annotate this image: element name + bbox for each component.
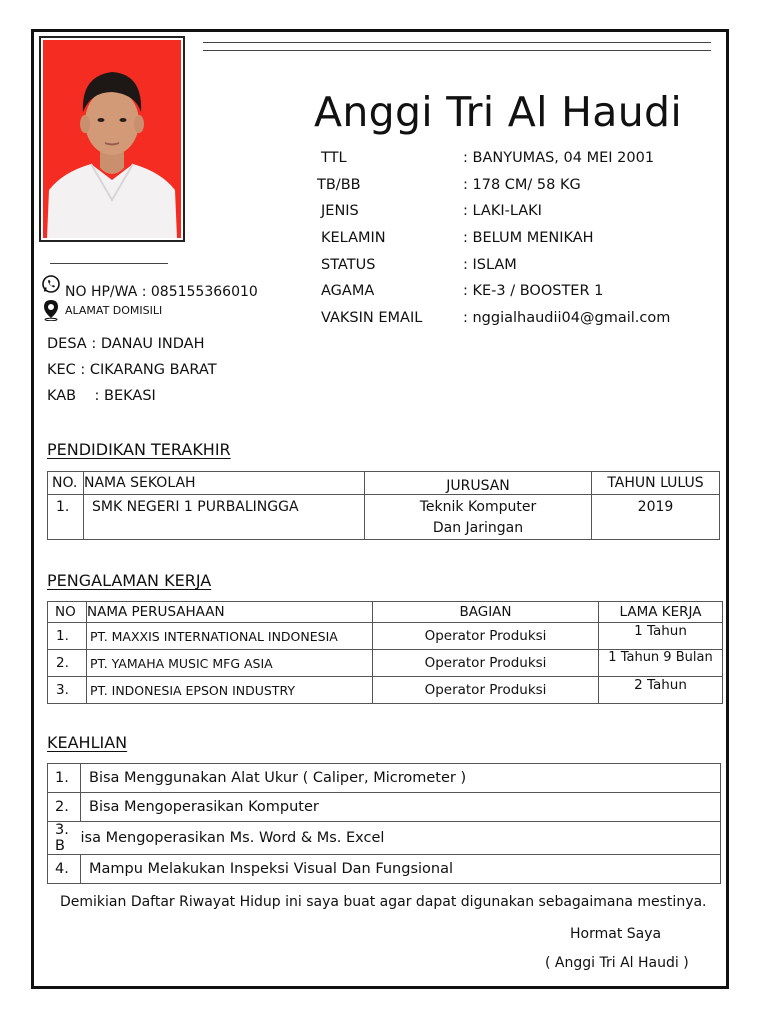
skill-no: 1. <box>48 764 81 793</box>
address-label: ALAMAT DOMISILI <box>65 304 163 317</box>
header-no: NO. <box>48 472 84 495</box>
cell-dept: Operator Produksi <box>373 677 599 704</box>
cell-company: PT. INDONESIA EPSON INDUSTRY <box>87 677 373 704</box>
detail-label-agama: AGAMA <box>321 283 375 299</box>
detail-label-jenis: JENIS <box>321 203 359 219</box>
cell-school: SMK NEGERI 1 PURBALINGGA <box>84 495 365 540</box>
skill-no: 4. <box>48 855 81 884</box>
cell-dept: Operator Produksi <box>373 623 599 650</box>
skill-no: 2. <box>48 793 81 822</box>
major-line-2: Dan Jaringan <box>432 520 524 536</box>
address-desa: DESA : DANAU INDAH <box>47 336 205 352</box>
experience-title: PENGALAMAN KERJA <box>47 571 212 590</box>
detail-value-vaksin-email: : nggialhaudii04@gmail.com <box>463 310 671 326</box>
header-duration: LAMA KERJA <box>599 602 723 623</box>
header-company: NAMA PERUSAHAAN <box>87 602 373 623</box>
skills-table <box>47 763 721 884</box>
list-item <box>48 855 721 884</box>
closing-statement: Demikian Daftar Riwayat Hidup ini saya buat agar dapat digunakan sebagaimana mestinya. <box>60 894 707 910</box>
detail-label-tbbb: TB/BB <box>317 177 361 193</box>
closing-regards: Hormat Saya <box>570 926 662 942</box>
cell-major <box>365 495 592 540</box>
cell-no: 2. <box>48 650 87 677</box>
address-kab: KAB : BEKASI <box>47 388 156 404</box>
major-line-1: Teknik Komputer <box>419 499 537 515</box>
whatsapp-icon <box>41 274 61 298</box>
list-item <box>48 822 721 855</box>
header-dept: BAGIAN <box>373 602 599 623</box>
detail-value-status: : ISLAM <box>463 257 517 273</box>
education-table <box>47 471 720 540</box>
header-year: TAHUN LULUS <box>592 472 720 495</box>
header-rule-2 <box>203 50 711 51</box>
header-school: NAMA SEKOLAH <box>84 472 365 495</box>
cell-dept: Operator Produksi <box>373 650 599 677</box>
skill-text: isa Mengoperasikan Ms. Word & Ms. Excel <box>81 822 721 855</box>
skill-text: Bisa Menggunakan Alat Ukur ( Caliper, Micrometer ) <box>81 764 721 793</box>
cell-duration: 2 Tahun <box>599 677 723 704</box>
detail-label-vaksin-email: VAKSIN EMAIL <box>321 310 423 326</box>
detail-value-agama: : KE-3 / BOOSTER 1 <box>463 283 604 299</box>
profile-photo <box>43 40 181 238</box>
skill-no: 3. B <box>48 822 81 855</box>
cell-company: PT. MAXXIS INTERNATIONAL INDONESIA <box>87 623 373 650</box>
profile-photo-frame <box>39 36 185 242</box>
cell-no: 1. <box>48 623 87 650</box>
skills-title: KEAHLIAN <box>47 733 128 752</box>
signature-name: ( Anggi Tri Al Haudi ) <box>545 955 689 971</box>
skill-text: Mampu Melakukan Inspeksi Visual Dan Fungsional <box>81 855 721 884</box>
table-header-row <box>48 602 723 623</box>
cell-year: 2019 <box>592 495 720 540</box>
detail-value-jenis: : LAKI-LAKI <box>463 203 542 219</box>
detail-label-status: STATUS <box>321 257 376 273</box>
list-item <box>48 764 721 793</box>
detail-value-ttl: : BANYUMAS, 04 MEI 2001 <box>463 150 655 166</box>
detail-value-tbbb: : 178 CM/ 58 KG <box>463 177 581 193</box>
contact-divider <box>50 263 168 264</box>
cell-no: 3. <box>48 677 87 704</box>
address-kec: KEC : CIKARANG BARAT <box>47 362 217 378</box>
table-row <box>48 677 723 704</box>
table-row <box>48 495 720 540</box>
education-title: PENDIDIKAN TERAKHIR <box>47 440 231 459</box>
phone-number: NO HP/WA : 085155366010 <box>65 284 258 300</box>
header-rule-1 <box>203 42 711 43</box>
list-item <box>48 793 721 822</box>
table-row <box>48 650 723 677</box>
map-pin-icon <box>42 299 60 325</box>
cell-company: PT. YAMAHA MUSIC MFG ASIA <box>87 650 373 677</box>
skill-text: Bisa Mengoperasikan Komputer <box>81 793 721 822</box>
cell-no: 1. <box>48 495 84 540</box>
detail-value-kelamin: : BELUM MENIKAH <box>463 230 594 246</box>
header-major: JURUSAN <box>365 472 592 495</box>
full-name: Anggi Tri Al Haudi <box>314 88 683 136</box>
experience-table <box>47 601 723 704</box>
detail-label-kelamin: KELAMIN <box>321 230 386 246</box>
cell-duration: 1 Tahun 9 Bulan <box>599 650 723 677</box>
cell-duration: 1 Tahun <box>599 623 723 650</box>
detail-label-ttl: TTL <box>321 150 347 166</box>
header-no: NO <box>48 602 87 623</box>
table-row <box>48 623 723 650</box>
table-header-row <box>48 472 720 495</box>
